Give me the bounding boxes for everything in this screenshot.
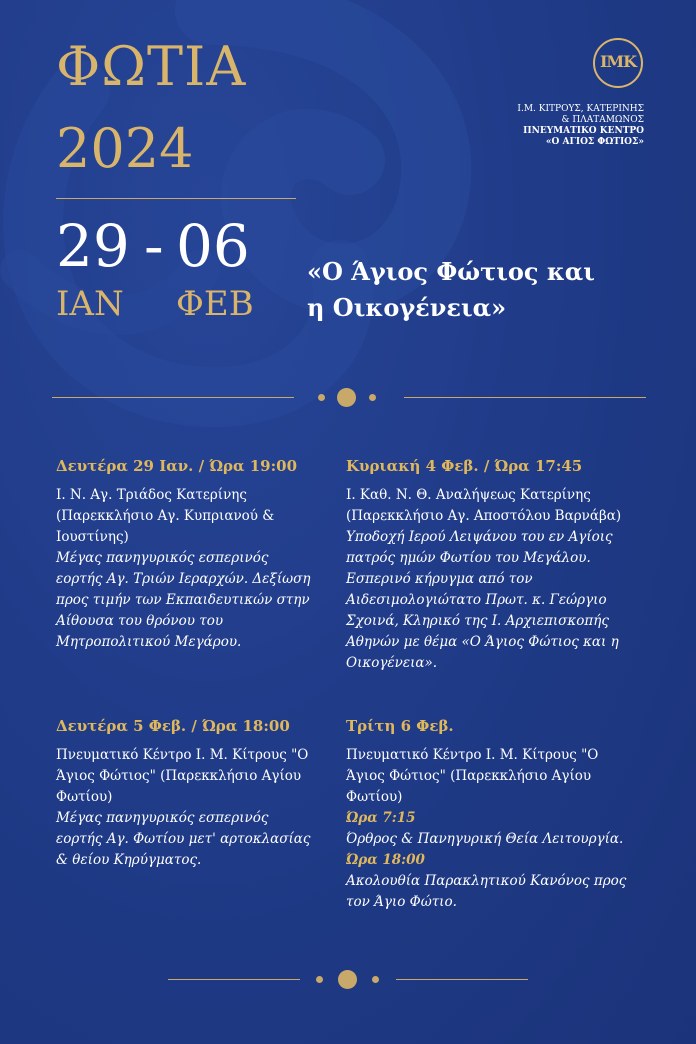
ornament-divider-bottom (168, 970, 528, 990)
event-card-feb5 (56, 716, 316, 871)
org-line-1: Ι.Μ. ΚΙΤΡΟΥΣ, ΚΑΤΕΡΙΝΗΣ (517, 104, 644, 114)
event-location: Πνευματικό Κέντρο Ι. Μ. Κίτρους "Ο Άγιος Φώτιος" (Παρεκκλήσιο Αγίου Φωτίου) (346, 747, 599, 805)
event-time-evening: Ώρα 18:00 (346, 852, 425, 868)
divider-dot-small-left (316, 976, 323, 983)
divider-dot-large (338, 970, 357, 989)
org-line-4: «Ο ΑΓΙΟΣ ΦΩΤΙΟΣ» (545, 137, 644, 147)
start-month: ΙΑΝ (56, 284, 124, 324)
event-description: Μέγας πανηγυρικός εσπερινός εορτής Αγ. Τριών Ιεραρχών. Δεξίωση προς τιμήν των Εκπαιδευτικών στην Αίθουσα του θρόνου του Μητροπολιτικού Μεγάρου. (56, 550, 311, 650)
event-heading: Τρίτη 6 Φεβ. (346, 717, 454, 735)
date-separator: - (144, 212, 164, 280)
event-heading: Κυριακή 4 Φεβ. / Ώρα 17:45 (346, 457, 583, 475)
event-heading: Δευτέρα 5 Φεβ. / Ώρα 18:00 (56, 717, 290, 735)
event-location: Πνευματικό Κέντρο Ι. Μ. Κίτρους "Ο Άγιος Φώτιος" (Παρεκκλήσιο Αγίου Φωτίου) (56, 747, 309, 805)
theme-title (307, 254, 595, 326)
title-divider (56, 198, 296, 199)
event-description-morning: Όρθρος & Πανηγυρική Θεία Λειτουργία. (346, 831, 624, 847)
divider-dot-small-right (369, 394, 376, 401)
divider-line-left (168, 979, 300, 980)
divider-dot-small-left (318, 394, 325, 401)
divider-dot-small-right (372, 976, 379, 983)
event-card-jan29 (56, 456, 316, 653)
event-heading: Δευτέρα 29 Ιαν. / Ώρα 19:00 (56, 457, 298, 475)
poster-title: ΦΩΤΙΑ (56, 35, 247, 98)
theme-line-2: η Οικογένεια» (307, 293, 507, 322)
theme-line-1: «Ο Άγιος Φώτιος και (307, 257, 595, 286)
event-card-feb4 (346, 456, 636, 674)
event-description: Μέγας πανηγυρικός εσπερινός εορτής Αγ. Φωτίου μετ' αρτοκλασίας & θείου Κηρύγματος. (56, 810, 311, 868)
org-line-3: ΠΝΕΥΜΑΤΙΚΟ ΚΕΝΤΡΟ (523, 126, 644, 136)
end-month: ΦΕΒ (176, 284, 254, 324)
organization-block (517, 104, 644, 148)
poster-year: 2024 (56, 117, 194, 180)
metropolis-logo (593, 38, 643, 88)
event-description-evening: Ακολουθία Παρακλητικού Κανόνος προς τον Άγιο Φώτιο. (346, 873, 627, 910)
logo-monogram: ΙΜΚ (599, 52, 637, 71)
event-description: Υποδοχή Ιερού Λειψάνου του εν Αγίοις πατρός ημών Φωτίου του Μεγάλου. Εσπερινό κήρυγμα από τον Αιδεσιμολογιώτατο Πρωτ. κ. Γεώργιο Σχοινά, Κληρικό της Ι. Αρχιεπισκοπής Αθηνών με θέμα «Ο Άγιος Φώτιος και η Οικογένεια». (346, 529, 619, 671)
event-card-feb6 (346, 716, 636, 913)
event-time-morning: Ώρα 7:15 (346, 810, 416, 826)
start-day: 29 (56, 212, 130, 280)
end-day: 06 (176, 212, 250, 280)
event-location: Ι. Ν. Αγ. Τριάδος Κατερίνης (Παρεκκλήσιο Αγ. Κυπριανού & Ιουστίνης) (56, 487, 275, 545)
divider-line-right (396, 979, 528, 980)
ornament-divider-top (52, 388, 646, 408)
divider-dot-large (337, 388, 356, 407)
org-line-2: & ΠΛΑΤΑΜΩΝΟΣ (561, 115, 644, 125)
event-location: Ι. Καθ. Ν. Θ. Αναλήψεως Κατερίνης (Παρεκκλήσιο Αγ. Αποστόλου Βαρνάβα) (346, 487, 622, 524)
divider-line-right (404, 397, 646, 398)
divider-line-left (52, 397, 294, 398)
